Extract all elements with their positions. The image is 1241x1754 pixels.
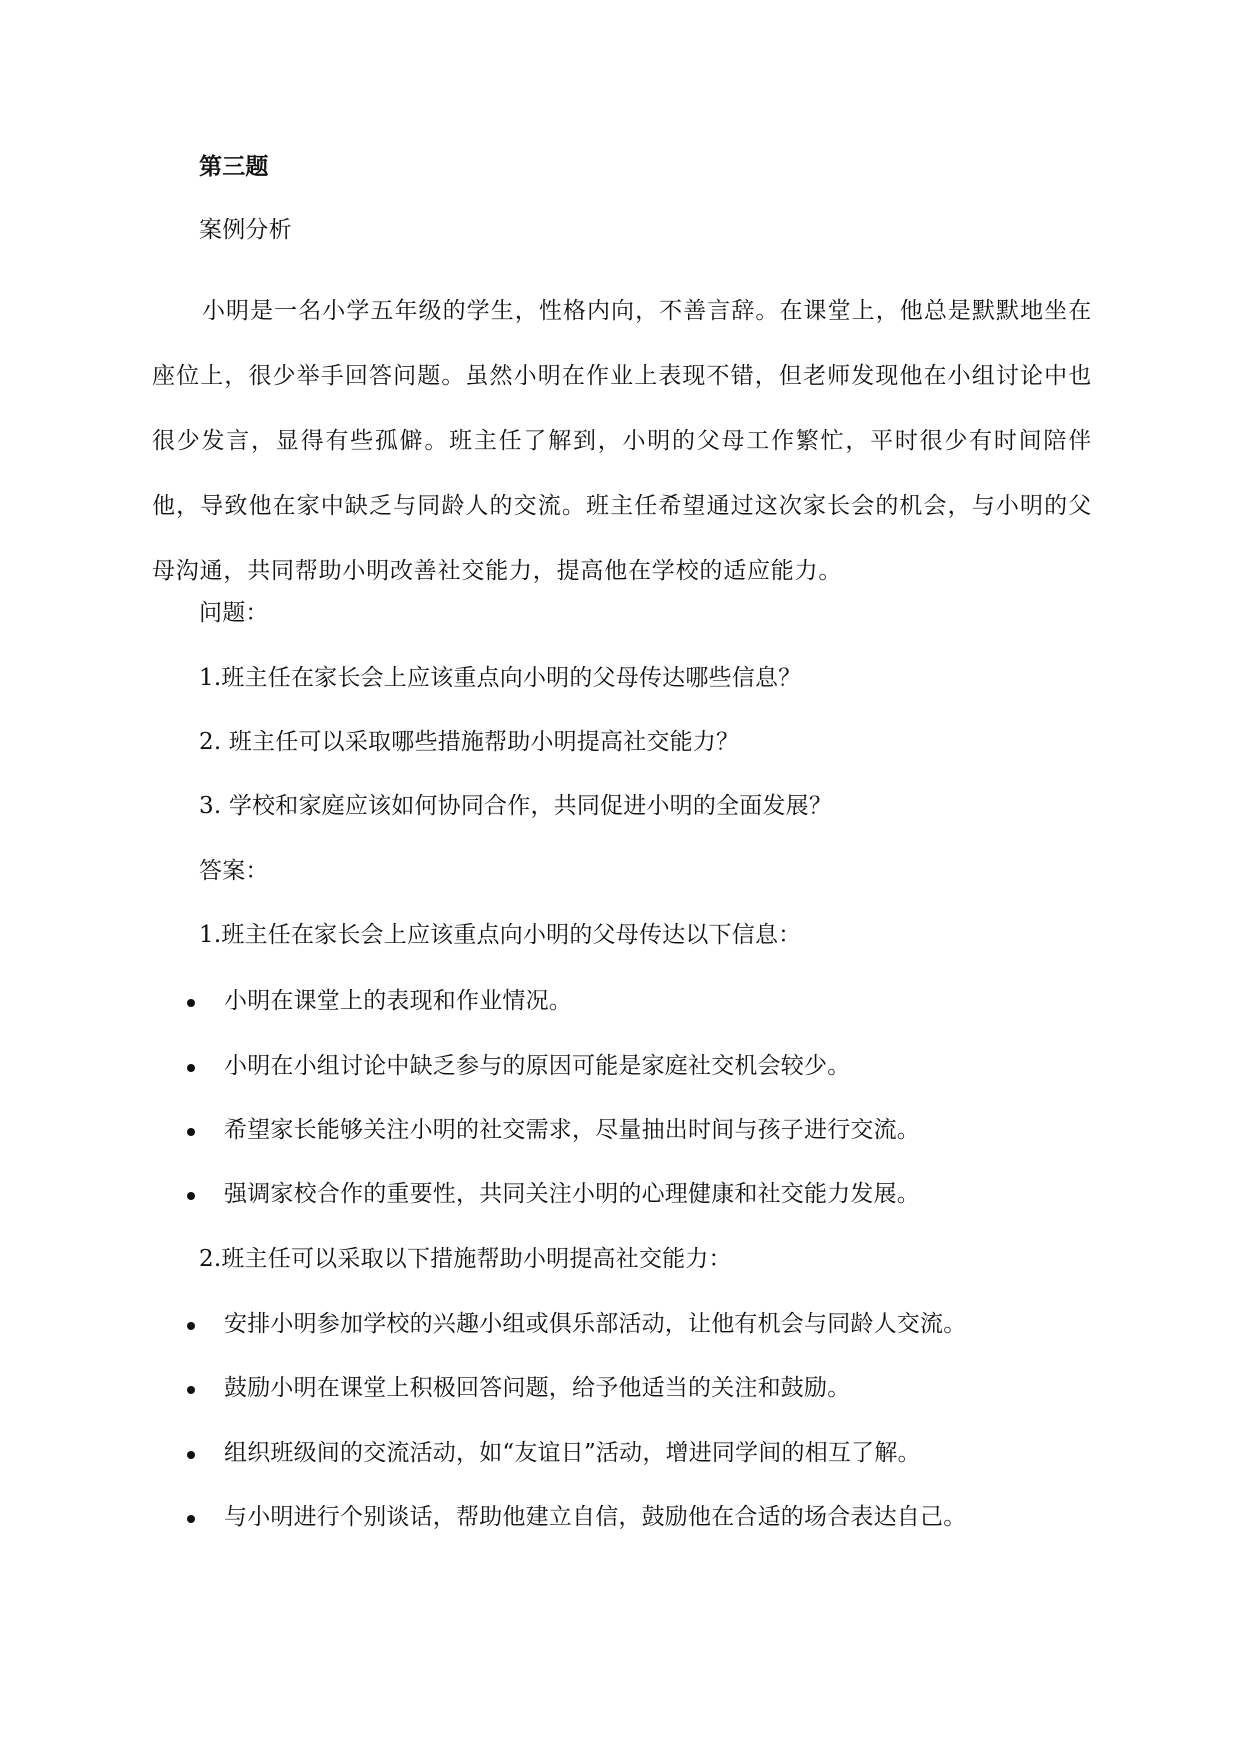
questions-label: 问题： — [199, 600, 269, 626]
bullet-icon — [187, 1128, 195, 1136]
answer-1-bullet-4: 强调家校合作的重要性，共同关注小明的心理健康和社交能力发展。 — [224, 1181, 920, 1207]
bullet-icon — [187, 1386, 195, 1394]
case-paragraph: 小明是一名小学五年级的学生，性格内向，不善言辞。在课堂上，他总是默默地坐在座位上，很少举手回答问题。虽然小明在作业上表现不错，但老师发现他在小组讨论中也很少发言，显得有些孤僻。班主任了解到，小明的父母工作繁忙，平时很少有时间陪伴他，导致他在家中缺乏与同龄人的交流。班主任希望通过这次家长会的机会，与小明的父母沟通，共同帮助小明改善社交能力，提高他在学校的适应能力。 — [152, 298, 1092, 584]
answer-2-bullet-3: 组织班级间的交流活动，如“友谊日”活动，增进同学间的相互了解。 — [224, 1440, 921, 1466]
answer-1-bullet-3: 希望家长能够关注小明的社交需求，尽量抽出时间与孩子进行交流。 — [224, 1117, 920, 1143]
page-title: 第三题 — [199, 153, 269, 180]
answer-2-bullet-4: 与小明进行个别谈话，帮助他建立自信，鼓励他在合适的场合表达自己。 — [224, 1504, 967, 1530]
bullet-icon — [187, 1322, 195, 1330]
question-3: 3. 学校和家庭应该如何协同合作，共同促进小明的全面发展？ — [199, 793, 833, 819]
answers-label: 答案： — [199, 858, 269, 884]
bullet-icon — [187, 1064, 195, 1072]
bullet-icon — [187, 999, 195, 1007]
bullet-icon — [187, 1515, 195, 1523]
answer-2-intro: 2.班主任可以采取以下措施帮助小明提高社交能力： — [199, 1246, 732, 1272]
section-label: 案例分析 — [199, 217, 292, 243]
answer-2-bullet-1: 安排小明参加学校的兴趣小组或俱乐部活动，让他有机会与同龄人交流。 — [224, 1311, 967, 1337]
bullet-icon — [187, 1192, 195, 1200]
question-2: 2. 班主任可以采取哪些措施帮助小明提高社交能力？ — [199, 729, 740, 755]
answer-1-intro: 1.班主任在家长会上应该重点向小明的父母传达以下信息： — [199, 922, 802, 948]
answer-1-bullet-2: 小明在小组讨论中缺乏参与的原因可能是家庭社交机会较少。 — [224, 1053, 851, 1079]
question-1: 1.班主任在家长会上应该重点向小明的父母传达哪些信息？ — [199, 665, 802, 691]
answer-1-bullet-1: 小明在课堂上的表现和作业情况。 — [224, 988, 572, 1014]
bullet-icon — [187, 1451, 195, 1459]
answer-2-bullet-2: 鼓励小明在课堂上积极回答问题，给予他适当的关注和鼓励。 — [224, 1375, 851, 1401]
